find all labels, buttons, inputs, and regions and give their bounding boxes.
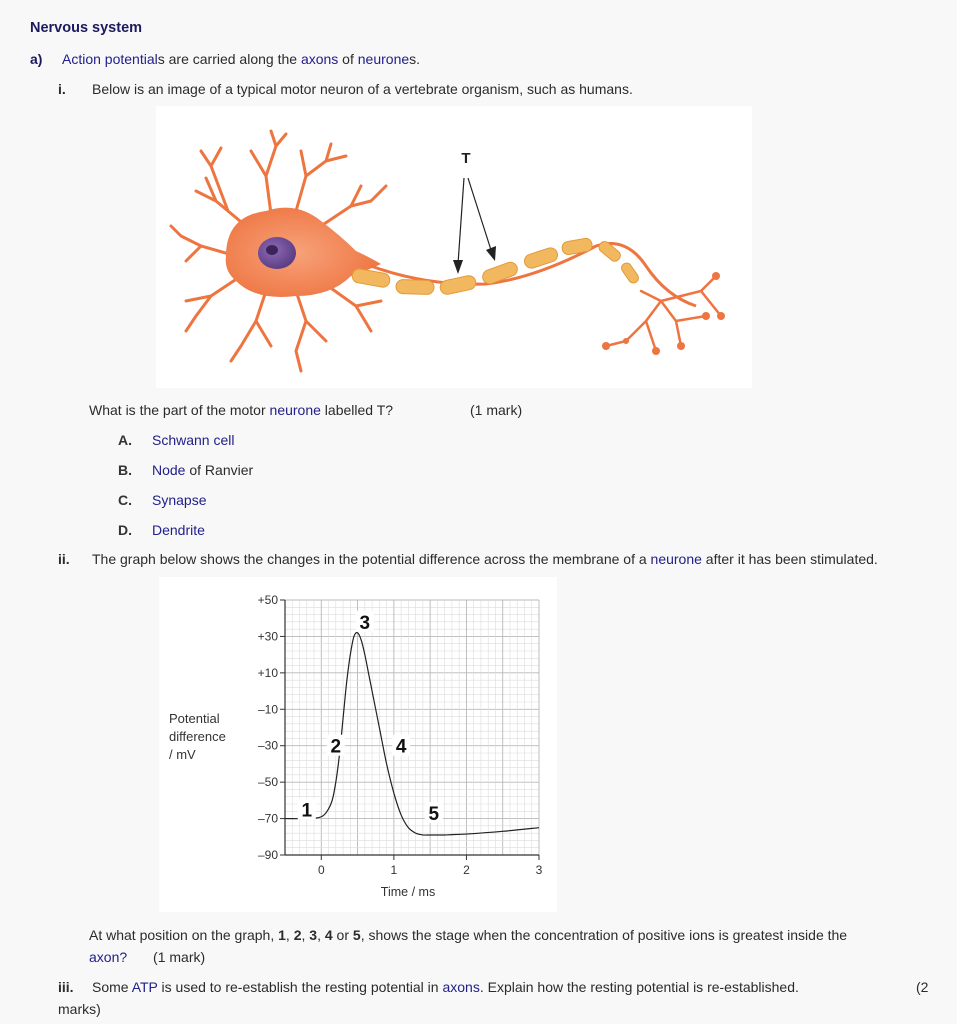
marker-4: 4 [395,736,407,758]
label-t: T [461,150,471,167]
option-c[interactable]: Synapse [152,492,207,508]
x-tick-label: 2 [463,863,470,877]
q-iii-label: iii. [58,979,74,995]
neurone-link[interactable]: neurone [357,51,410,67]
marker-3: 3 [359,612,371,634]
chart-svg [159,577,557,912]
cell-body [226,208,381,297]
y-tick-label: +50 [257,593,278,607]
neuron-figure [156,106,752,388]
axons-link[interactable]: axons [300,51,339,67]
part-a-label: a) [30,51,43,67]
q-ii-label: ii. [58,551,70,567]
x-axis-label: Time / ms [380,885,436,899]
y-axis-label-line-2: difference [169,729,226,744]
y-tick-label: –10 [257,702,278,717]
q-ii-question-line-2 [89,949,205,965]
x-tick-label: 1 [390,863,398,877]
option-a-letter: A. [118,432,132,448]
x-axis-ticks [318,855,543,877]
x-tick-label: 3 [535,863,543,877]
option-b[interactable]: Node of Ranvier [152,462,254,478]
y-tick-label: +30 [257,629,278,644]
y-axis-ticks [258,593,285,862]
option-c-letter: C. [118,492,132,508]
q-i-marks: (1 mark) [470,402,523,418]
option-b-letter: B. [118,462,132,478]
y-tick-label: –30 [257,738,278,753]
y-axis-label-line-3: / mV [169,747,196,762]
q-i-text: Below is an image of a typical motor neuron of a vertebrate organism, such as humans. [92,81,633,97]
y-tick-label: –70 [257,811,278,826]
option-d[interactable]: Dendrite [152,522,205,538]
axon-link[interactable]: axon? [89,949,128,965]
marker-5: 5 [428,804,440,826]
q-ii-marks: (1 mark) [153,949,206,965]
axons-link[interactable]: axons [442,979,480,995]
chart-axes [285,600,539,855]
label-t-arrows [458,178,491,264]
q-i-question: What is the part of the motor neurone labelled T? [89,402,394,418]
nucleus [258,237,296,269]
x-tick-label: 0 [317,863,325,877]
membrane-potential-line [285,633,539,836]
option-d-letter: D. [118,522,132,538]
action-potential-graph [159,577,557,912]
neurone-link[interactable]: neurone [269,402,321,418]
arrowhead-2 [486,246,496,261]
atp-link[interactable]: ATP [131,979,158,995]
motor-neuron-illustration [156,106,752,388]
part-a-statement: Action potentials are carried along the axons of neurones. [62,51,421,67]
q-ii-text: The graph below shows the changes in the potential difference across the membrane of a neurone after it has been stimulated. [92,551,878,567]
q-i-label: i. [58,81,66,97]
chart-grid [285,600,539,855]
y-axis-label-line-1: Potential [169,711,220,726]
arrowhead-1 [453,260,463,274]
q-ii-question: At what position on the graph, 1, 2, 3, 4 or 5, shows the stage when the concentration of positive ions is greatest inside the [89,927,848,943]
q-iii-text: Some ATP is used to re-establish the resting potential in axons. Explain how the resting potential is re-established. [92,979,799,995]
nucleolus [266,245,278,255]
y-tick-label: –90 [257,848,278,862]
y-tick-label: –50 [257,775,278,790]
stage-markers [298,611,443,825]
neurone-link[interactable]: neurone [650,551,702,567]
y-tick-label: +10 [257,665,278,680]
option-a[interactable]: Schwann cell [152,432,235,448]
action-potential-link[interactable]: Action potential [62,51,158,67]
marker-2: 2 [330,736,342,758]
q-iii-marks-open: (2 [916,979,929,995]
section-title: Nervous system [30,20,143,36]
q-iii-marks-close: marks) [58,1001,101,1017]
marker-1: 1 [301,800,313,822]
